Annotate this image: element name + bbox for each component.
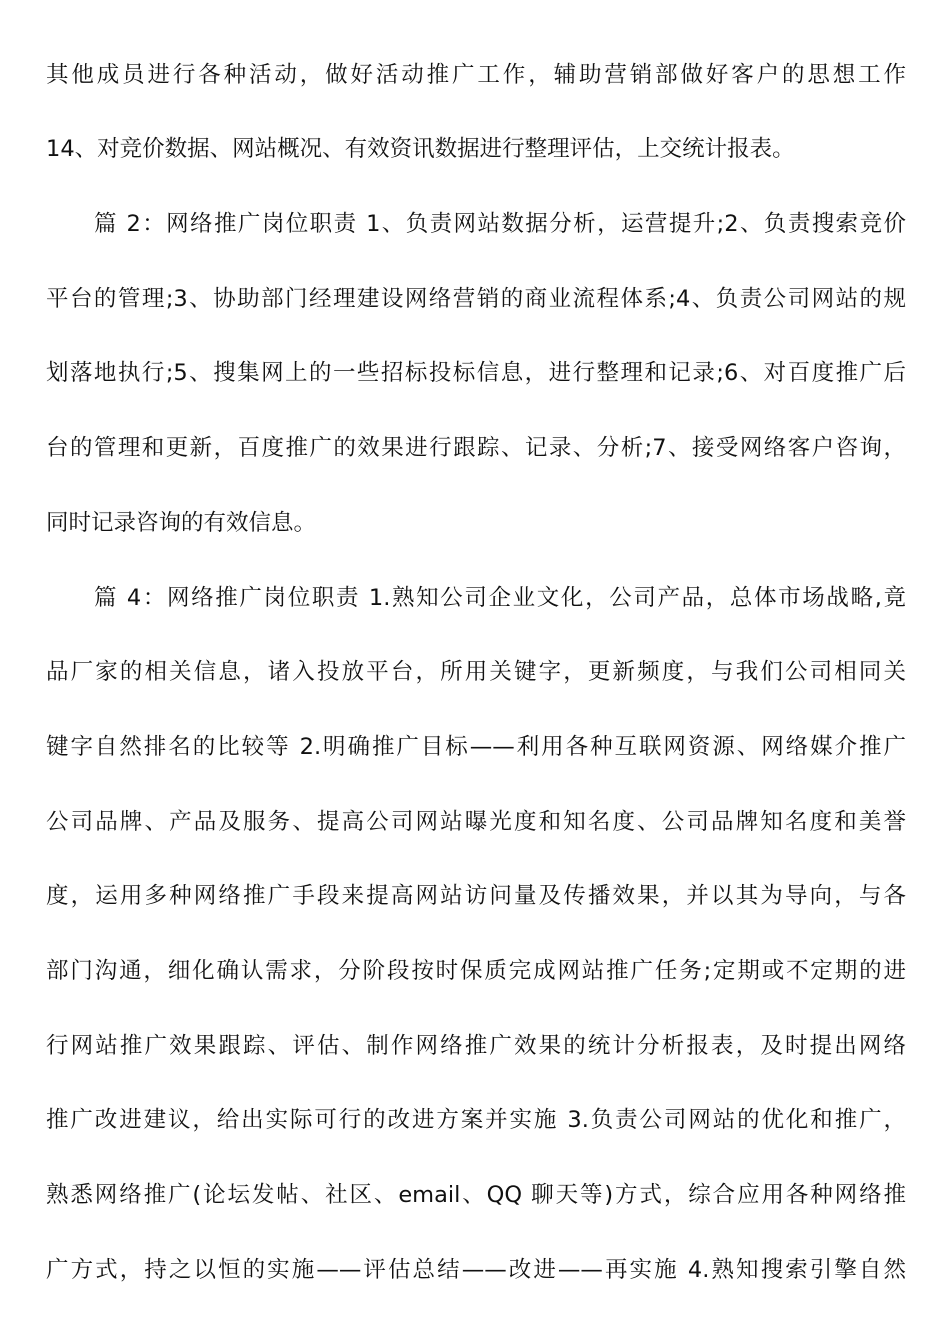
paragraph-2-line-2: 平台的管理;3、协助部门经理建设网络营销的商业流程体系;4、负责公司网站的规 — [46, 286, 906, 312]
paragraph-3-line-4: 公司品牌、产品及服务、提高公司网站曝光度和知名度、公司品牌知名度和美誉 — [46, 809, 906, 835]
paragraph-2-line-1: 篇 2：网络推广岗位职责 1、负责网站数据分析，运营提升;2、负责搜索竞价 — [94, 211, 906, 237]
paragraph-3-line-10: 广方式，持之以恒的实施——评估总结——改进——再实施 4.熟知搜索引擎自然 — [46, 1257, 906, 1283]
paragraph-3-line-8: 推广改进建议，给出实际可行的改进方案并实施 3.负责公司网站的优化和推广， — [46, 1107, 906, 1133]
paragraph-3-line-5: 度，运用多种网络推广手段来提高网站访问量及传播效果，并以其为导向，与各 — [46, 883, 906, 909]
paragraph-1-line-2: 14、对竞价数据、网站概况、有效资讯数据进行整理评估，上交统计报表。 — [46, 136, 795, 162]
paragraph-3-line-6: 部门沟通，细化确认需求，分阶段按时保质完成网站推广任务;定期或不定期的进 — [46, 958, 906, 984]
paragraph-1-line-1: 其他成员进行各种活动，做好活动推广工作，辅助营销部做好客户的思想工作 — [46, 62, 906, 88]
paragraph-3-line-2: 品厂家的相关信息，诸入投放平台，所用关键字，更新频度，与我们公司相同关 — [46, 659, 906, 685]
paragraph-3-line-3: 键字自然排名的比较等 2.明确推广目标——利用各种互联网资源、网络媒介推广 — [46, 734, 906, 760]
paragraph-2-line-4: 台的管理和更新，百度推广的效果进行跟踪、记录、分析;7、接受网络客户咨询， — [46, 435, 906, 461]
paragraph-2-line-5: 同时记录咨询的有效信息。 — [46, 510, 317, 536]
paragraph-2-line-3: 划落地执行;5、搜集网上的一些招标投标信息，进行整理和记录;6、对百度推广后 — [46, 360, 906, 386]
paragraph-3-line-1: 篇 4：网络推广岗位职责 1.熟知公司企业文化，公司产品，总体市场战略,竟 — [94, 585, 906, 611]
paragraph-3-line-9: 熟悉网络推广(论坛发帖、社区、email、QQ 聊天等)方式，综合应用各种网络推 — [46, 1182, 906, 1208]
paragraph-3-line-7: 行网站推广效果跟踪、评估、制作网络推广效果的统计分析报表，及时提出网络 — [46, 1033, 906, 1059]
